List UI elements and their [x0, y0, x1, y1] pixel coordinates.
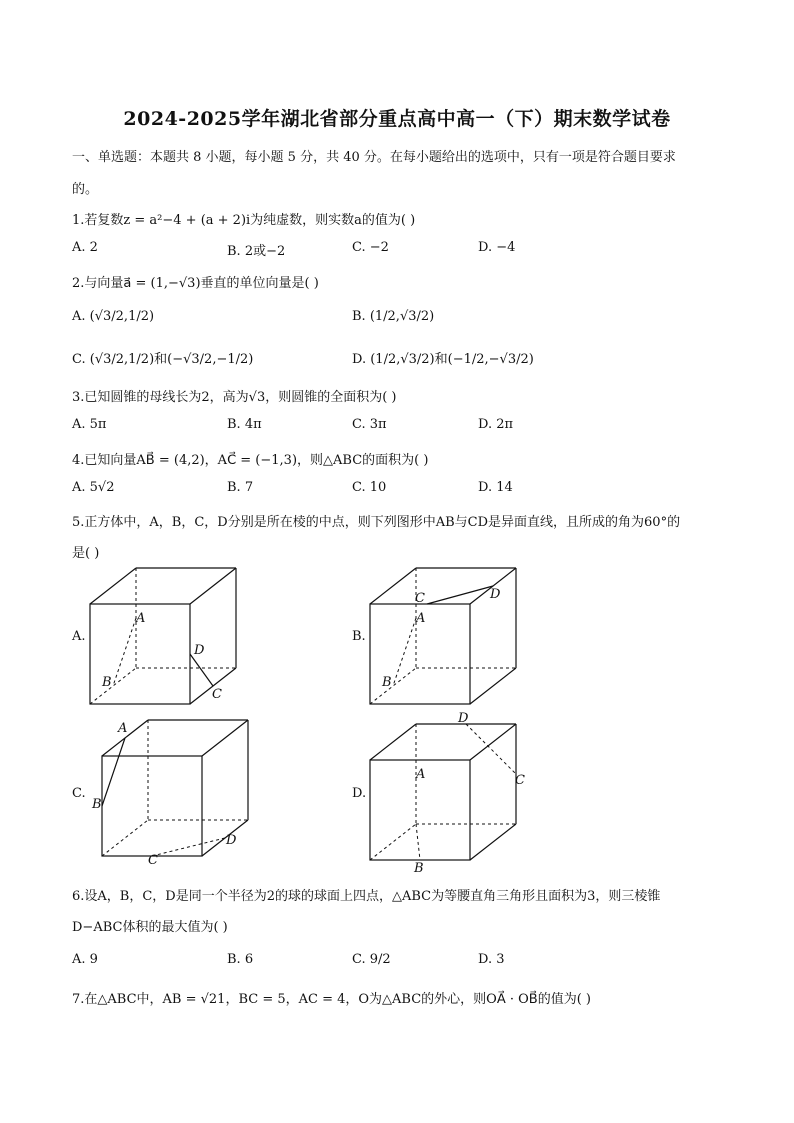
q5-figure-a-label: A. [72, 629, 86, 644]
q6-option-b: B. 6 [227, 952, 254, 967]
q2-stem: 2.与向量a⃗ = (1,−√3)垂直的单位向量是( ) [72, 276, 319, 291]
q5-c-point-d: D [226, 833, 237, 848]
q6-option-c: C. 9/2 [352, 952, 391, 967]
q5-a-point-d: D [194, 643, 205, 658]
q5-d-point-d: D [458, 711, 469, 726]
q6-option-d: D. 3 [478, 952, 505, 967]
q4-option-c: C. 10 [352, 480, 387, 495]
q5-d-point-c: C [515, 773, 525, 788]
q5-figure-c-cube [92, 714, 266, 868]
q5-a-point-c: C [212, 687, 222, 702]
q5-stem-line1: 5.正方体中，A，B，C，D分别是所在棱的中点，则下列图形中AB与CD是异面直线，且所成的角为60°的 [72, 515, 681, 530]
q3-stem: 3.已知圆锥的母线长为2，高为√3，则圆锥的全面积为( ) [72, 390, 397, 405]
q1-option-a: A. 2 [72, 240, 98, 255]
q5-figure-c-label: C. [72, 786, 86, 801]
q1-stem: 1.若复数z = a²−4 + (a + 2)i为纯虚数，则实数a的值为( ) [72, 213, 416, 228]
q6-stem-line1: 6.设A，B，C，D是同一个半径为2的球的球面上四点，△ABC为等腰直角三角形且面积为3，则三棱锥 [72, 889, 661, 904]
q3-option-d: D. 2π [478, 417, 514, 432]
q1-option-c: C. −2 [352, 240, 389, 255]
q5-c-point-c: C [148, 853, 158, 868]
q2-option-c: C. (√3/2,1/2)和(−√3/2,−1/2) [72, 352, 254, 367]
q3-option-a: A. 5π [72, 417, 107, 432]
q2-option-b: B. (1/2,√3/2) [352, 309, 435, 324]
q4-stem: 4.已知向量AB⃗ = (4,2)，AC⃗ = (−1,3)，则△ABC的面积为( ) [72, 453, 429, 468]
q5-b-point-c: C [415, 591, 425, 606]
q5-d-point-a: A [416, 767, 426, 782]
q3-option-b: B. 4π [227, 417, 262, 432]
q5-figure-b-cube [364, 562, 534, 712]
q5-figure-d-label: D. [352, 786, 367, 801]
q2-option-d: D. (1/2,√3/2)和(−1/2,−√3/2) [352, 352, 534, 367]
q5-c-point-a: A [118, 721, 128, 736]
q5-b-point-a: A [416, 611, 426, 626]
q4-option-a: A. 5√2 [72, 480, 115, 495]
q5-figure-a-cube [84, 562, 254, 712]
q4-option-d: D. 14 [478, 480, 513, 495]
q1-option-b: B. 2或−2 [227, 244, 286, 259]
page-title: 2024-2025学年湖北省部分重点高中高一（下）期末数学试卷 [123, 108, 671, 130]
q5-a-point-b: B [102, 675, 112, 690]
q3-option-c: C. 3π [352, 417, 387, 432]
q5-figure-d-cube [364, 711, 534, 876]
q5-b-point-d: D [490, 587, 501, 602]
q6-stem-line2: D−ABC体积的最大值为( ) [72, 920, 228, 935]
q5-stem-line2: 是( ) [72, 546, 100, 561]
section-heading-line2: 的。 [72, 182, 99, 197]
section-heading-line1: 一、单选题：本题共 8 小题，每小题 5 分，共 40 分。在每小题给出的选项中，只有一项是符合题目要求 [72, 150, 676, 165]
q1-option-d: D. −4 [478, 240, 516, 255]
q5-d-point-b: B [414, 861, 424, 876]
q5-a-point-a: A [136, 611, 146, 626]
q7-stem: 7.在△ABC中，AB = √21，BC = 5，AC = 4，O为△ABC的外心，则OA⃗ · OB⃗的值为( ) [72, 992, 591, 1007]
q6-option-a: A. 9 [72, 952, 98, 967]
q5-b-point-b: B [382, 675, 392, 690]
q5-figure-b-label: B. [352, 629, 366, 644]
q5-c-point-b: B [92, 797, 102, 812]
q2-option-a: A. (√3/2,1/2) [72, 309, 155, 324]
q4-option-b: B. 7 [227, 480, 254, 495]
